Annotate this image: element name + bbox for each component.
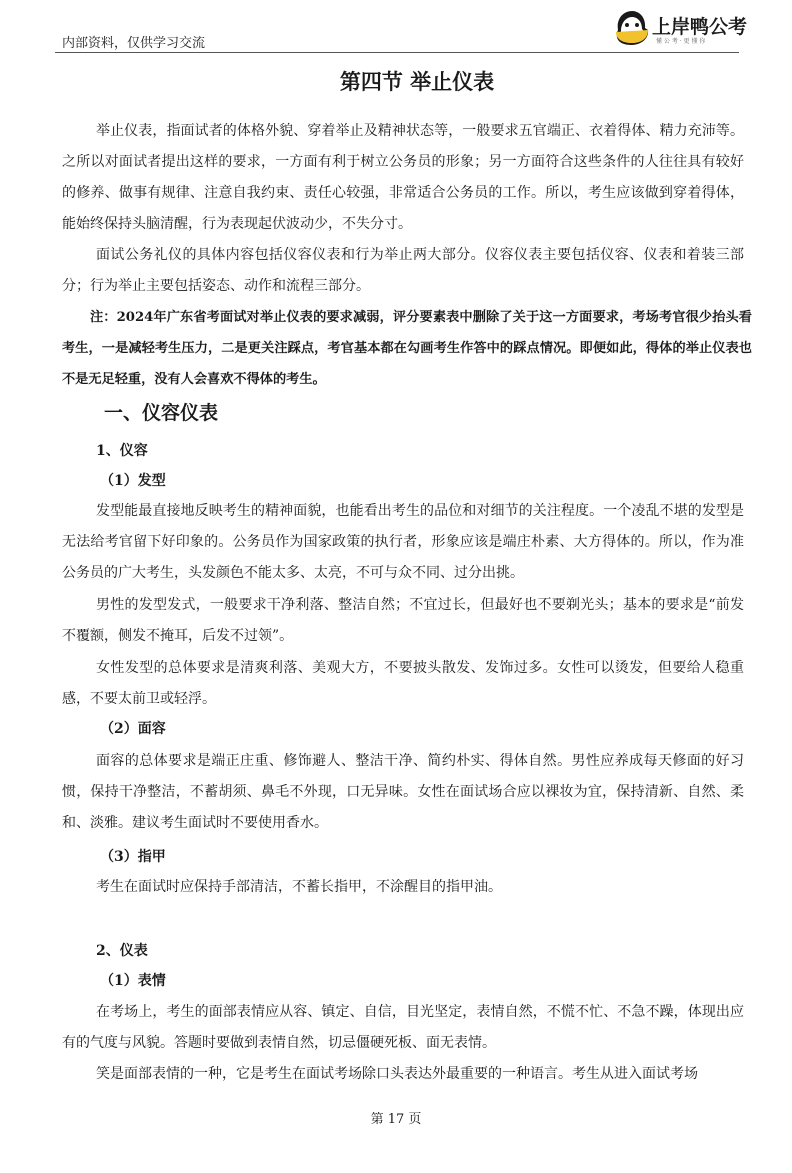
brand-logo	[612, 8, 748, 48]
etiquette-paragraph: 面试公务礼仪的具体内容包括仪容仪表和行为举止两大部分。仪容仪表主要包括仪容、仪表和着装三部分；行为举止主要包括姿态、动作和流程三部分。	[62, 247, 744, 294]
heading-appearance: 1、仪容	[96, 443, 148, 459]
nails-paragraph: 考生在面试时应保持手部清洁，不蓄长指甲，不涂醒目的指甲油。	[96, 879, 502, 895]
heading-face: （2）面容	[100, 721, 166, 737]
heading-nails: （3）指甲	[100, 849, 166, 865]
expression-paragraph-2: 笑是面部表情的一种，它是考生在面试考场除口头表达外最重要的一种语言。考生从进入面试考场	[96, 1066, 698, 1082]
intro-paragraph: 举止仪表，指面试者的体格外貌、穿着举止及精神状态等，一般要求五官端正、衣着得体、精力充沛等。之所以对面试者提出这样的要求，一方面有利于树立公务员的形象；另一方面符合这些条件的人往往具有较好的修养、做事有规律、注意自我约束、责任心较强，非常适合公务员的工作。所以，考生应该做到穿着得体，能始终保持头脑清醒，行为表现起伏波动少，不失分寸。	[62, 123, 744, 232]
heading-dress: 2、仪表	[96, 943, 148, 959]
header-note: 内部资料，仅供学习交流	[62, 36, 206, 51]
page-number: 第 17 页	[370, 1112, 422, 1127]
heading-expression: （1）表情	[100, 973, 166, 989]
note-paragraph: 注：2024年广东省考面试对举止仪表的要求减弱，评分要素表中删除了关于这一方面要求，考场考官很少抬头看考生，一是减轻考生压力，二是更关注踩点，考官基本都在勾画考生作答中的踩点情况。即便如此，得体的举止仪表也不是无足轻重，没有人会喜欢不得体的考生。	[62, 310, 752, 387]
expression-paragraph-1: 在考场上，考生的面部表情应从容、镇定、自信，目光坚定，表情自然，不慌不忙、不急不躁，体现出应有的气度与风貌。答题时要做到表情自然，切忌僵硬死板、面无表情。	[62, 1004, 744, 1051]
logo-text: 上岸鸭公考	[652, 16, 748, 38]
logo-slogan: 懂 公 考 · 更 懂 你	[656, 38, 706, 45]
hair-paragraph-2: 男性的发型发式，一般要求干净利落、整洁自然；不宜过长，但最好也不要剃光头；基本的要求是“前发不覆额，侧发不掩耳，后发不过领”。	[62, 597, 744, 644]
hair-paragraph-3: 女性发型的总体要求是清爽利落、美观大方，不要披头散发、发饰过多。女性可以烫发，但要给人稳重感，不要太前卫或轻浮。	[62, 660, 744, 707]
face-paragraph: 面容的总体要求是端正庄重、修饰避人、整洁干净、简约朴实、得体自然。男性应养成每天修面的好习惯，保持干净整洁，不蓄胡须、鼻毛不外现，口无异味。女性在面试场合应以裸妆为宜，保持清新、自然、柔和、淡雅。建议考生面试时不要使用香水。	[62, 753, 744, 831]
section-title: 第四节 举止仪表	[339, 70, 495, 94]
header-rule	[55, 52, 739, 53]
duck-icon	[612, 8, 650, 48]
heading-appearance-dress: 一、仪容仪表	[104, 402, 219, 424]
hair-paragraph-1: 发型能最直接地反映考生的精神面貌，也能看出考生的品位和对细节的关注程度。一个凌乱不堪的发型是无法给考官留下好印象的。公务员作为国家政策的执行者，形象应该是端庄朴素、大方得体的。所以，作为准公务员的广大考生，头发颜色不能太多、太亮，不可与众不同、过分出挑。	[62, 503, 744, 581]
heading-hair: （1）发型	[100, 473, 166, 489]
